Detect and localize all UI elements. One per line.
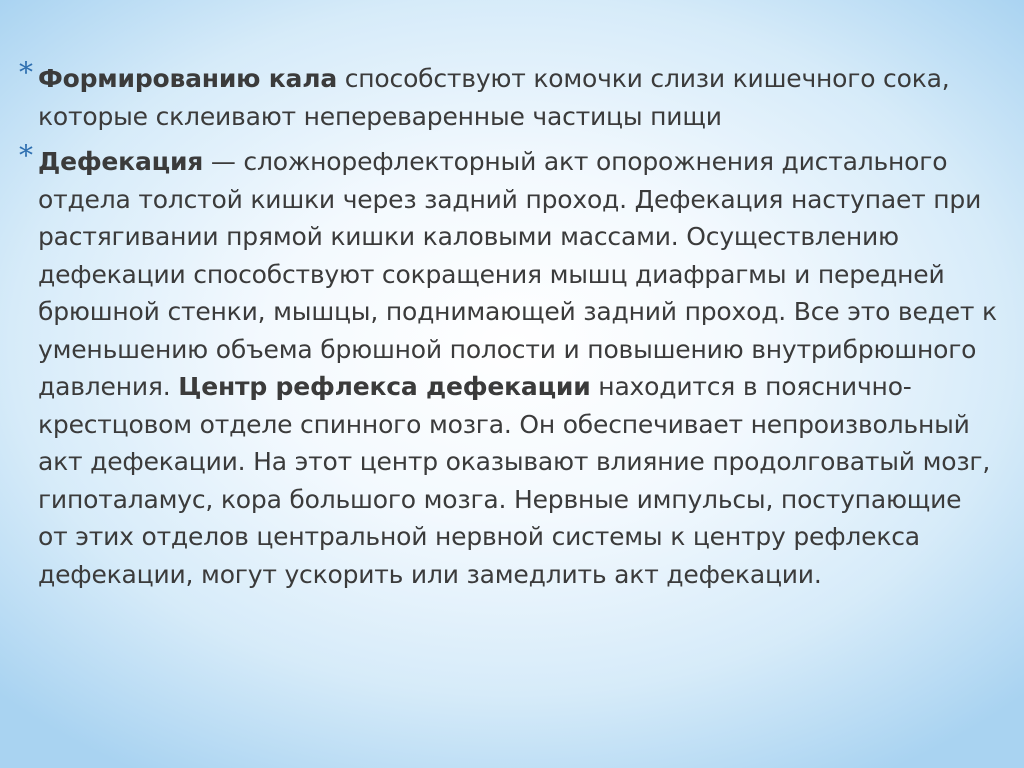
bullet-marker-icon: * [19,139,33,172]
bullet-list [19,56,998,601]
bullet-defecation [19,139,998,593]
bullet-term: Формированию кала [38,64,337,93]
bullet-term-reflex-center: Центр рефлекса дефекации [178,372,591,401]
bullet-feces-formation [19,56,998,135]
bullet-text: способствуют комочки слизи кишечного сока, которые склеивают непереваренные частицы пищи [38,64,950,131]
bullet-text-continued: находится в пояснично-крестцовом отделе спинного мозга. Он обеспечивает непроизвольный акт дефекации. На этот центр оказывают влияние продолговатый мозг, гипоталамус, кора большого мозга. Нервные импульсы, поступающие от этих отделов центральной нервной системы к центру рефлекса дефекации, могут ускорить или замедлить акт дефекации. [38,372,991,589]
bullet-text: — сложнорефлекторный акт опорожнения дистального отдела толстой кишки через задний проход. Дефекация наступает при растягивании прямой кишки каловыми массами. Осуществлению дефекации способствуют сокращения мышц диафрагмы и передней брюшной стенки, мышцы, поднимающей задний проход. Все это ведет к уменьшению объема брюшной полости и повышению внутрибрюшного давления. [38,147,997,401]
bullet-marker-icon: * [19,56,33,89]
bullet-term: Дефекация [38,147,204,176]
